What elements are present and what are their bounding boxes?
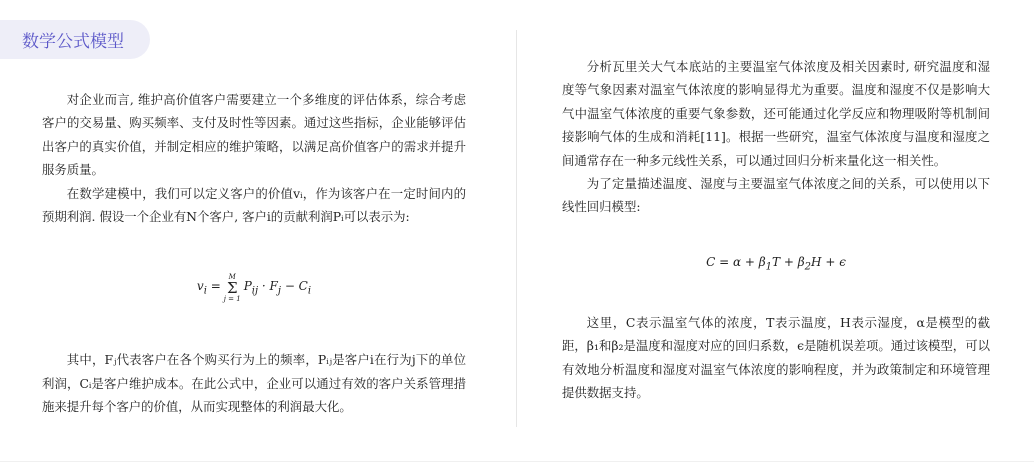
left-paragraph-2: 在数学建模中，我们可以定义客户的价值vᵢ，作为该客户在一定时间内的预期利润. 假设一个企业有N个客户, 客户i的贡献利润Pᵢ可以表示为:: [42, 185, 466, 225]
left-paragraph-3: 其中，Fⱼ代表客户在各个购买行为上的频率，Pᵢⱼ是客户i在行为j下的单位利润，Cᵢ是客户维护成本。在此公式中，企业可以通过有效的客户关系管理措施来提升每个客户的价值，从而实现整体的利润最大化。: [42, 352, 466, 415]
right-paragraph-3: 这里，C表示温室气体的浓度，T表示温度，H表示湿度，α是模型的截距，β₁和β₂是温度和湿度对应的回归系数，ϵ是随机误差项。通过该模型，可以有效地分析温度和湿度对温室气体浓度的影响程度，并为政策制定和环境管理提供数据支持。: [562, 314, 990, 401]
section-tag-label: 数学公式模型: [22, 32, 124, 52]
bottom-divider: [0, 461, 1034, 462]
column-divider: [516, 30, 517, 427]
right-column: [562, 55, 990, 404]
regression-formula: $C = \alpha + \beta_1T + \beta_2H + \epsilon$: [706, 254, 846, 273]
customer-value-formula: $v_i$ = M Σ j = 1 $P_{ij} \cdot F_j - C_i$: [196, 272, 312, 303]
right-paragraph-2: 为了定量描述温度、湿度与主要温室气体浓度之间的关系，可以使用以下线性回归模型:: [562, 176, 990, 215]
right-paragraph-1: 分析瓦里关大气本底站的主要温室气体浓度及相关因素时, 研究温度和湿度等气象因素对温室气体浓度的影响显得尤为重要。温度和湿度不仅是影响大气中温室气体浓度的重要气象参数，还可能通过化学反应和物理吸附等机制间接影响气体的生成和消耗[11]。根据一些研究，温室气体浓度与温度和湿度之间通常存在一种多元线性关系，可以通过回归分析来量化这一相关性。: [562, 59, 990, 168]
section-tag: [0, 20, 150, 59]
left-column: [42, 88, 466, 419]
left-paragraph-1: 对企业而言, 维护高价值客户需要建立一个多维度的评估体系，综合考虑客户的交易量、购买频率、支付及时性等因素。通过这些指标，企业能够评估出客户的真实价值，并制定相应的维护策略，以满足高价值客户的需求并提升服务质量。: [42, 92, 466, 178]
summation-symbol: M Σ j = 1: [223, 272, 241, 303]
